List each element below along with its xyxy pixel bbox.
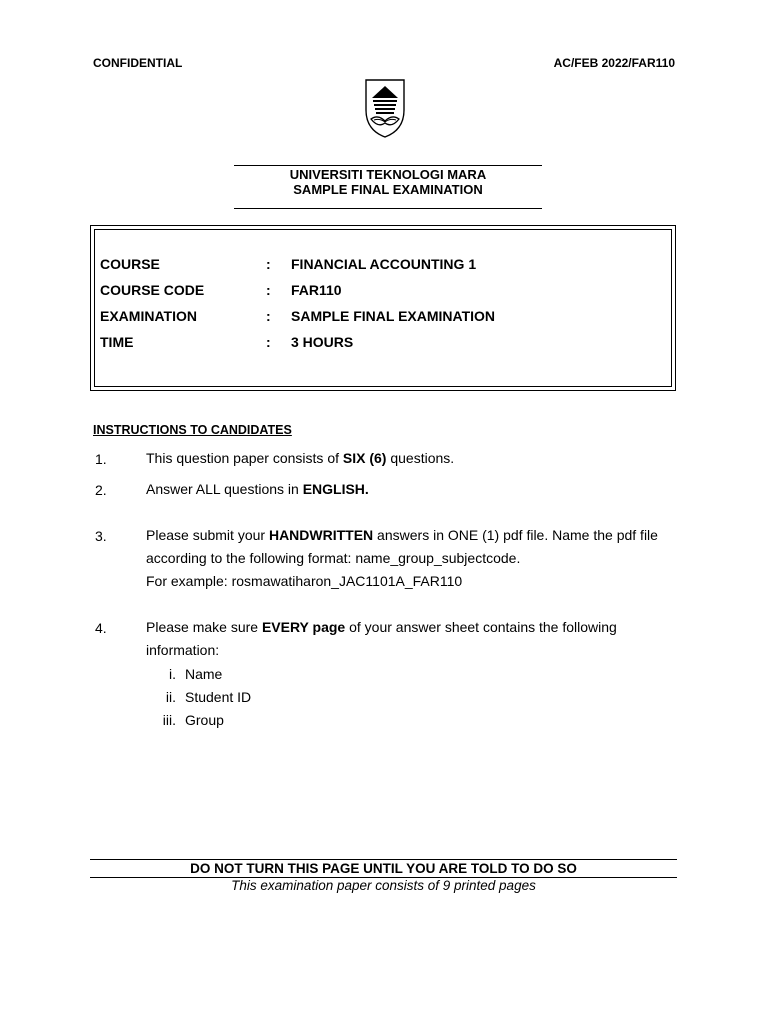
instruction-number: 4. bbox=[95, 620, 107, 636]
instruction-number: 2. bbox=[95, 482, 107, 498]
instruction-text: answers in ONE (1) pdf file. Name the pdf file bbox=[373, 527, 658, 543]
instruction-item bbox=[146, 447, 454, 470]
instruction-number: 3. bbox=[95, 528, 107, 544]
time-sep: : bbox=[266, 334, 271, 350]
subitem-number: i. bbox=[169, 666, 176, 682]
time-label: TIME bbox=[100, 334, 134, 350]
subitem-group: Group bbox=[185, 712, 224, 728]
course-code-label: COURSE CODE bbox=[100, 282, 205, 298]
instruction-text: questions. bbox=[386, 450, 455, 466]
footer-top-rule bbox=[90, 859, 677, 860]
exam-title: SAMPLE FINAL EXAMINATION bbox=[293, 182, 483, 197]
instruction-item bbox=[146, 524, 658, 547]
instruction-number: 1. bbox=[95, 451, 107, 467]
subitem-number: ii. bbox=[165, 689, 176, 705]
instruction-example: For example: rosmawatiharon_JAC1101A_FAR110 bbox=[146, 573, 463, 589]
university-name: UNIVERSITI TEKNOLOGI MARA bbox=[289, 167, 487, 182]
title-top-rule bbox=[234, 165, 542, 166]
course-sep: : bbox=[266, 256, 271, 272]
instruction-emphasis: EVERY page bbox=[261, 619, 346, 635]
instruction-emphasis: SIX (6) bbox=[342, 450, 387, 466]
examination-sep: : bbox=[266, 308, 271, 324]
subitem-student-id: Student ID bbox=[185, 689, 252, 705]
examination-label: EXAMINATION bbox=[100, 308, 197, 324]
page-count-note: This examination paper consists of 9 printed pages bbox=[231, 878, 536, 893]
do-not-turn-warning: DO NOT TURN THIS PAGE UNTIL YOU ARE TOLD TO DO SO bbox=[190, 861, 577, 876]
confidential-label: CONFIDENTIAL bbox=[93, 56, 183, 70]
examination-value: SAMPLE FINAL EXAMINATION bbox=[291, 308, 496, 324]
title-bottom-rule bbox=[234, 208, 542, 209]
instruction-item bbox=[146, 616, 617, 639]
instruction-text: Please submit your bbox=[146, 527, 269, 543]
subitem-name: Name bbox=[185, 666, 223, 682]
instruction-continuation: information: bbox=[146, 642, 220, 658]
time-value: 3 HOURS bbox=[291, 334, 354, 350]
instruction-text: of your answer sheet contains the following bbox=[345, 619, 617, 635]
course-label: COURSE bbox=[100, 256, 160, 272]
instruction-continuation: according to the following format: name_group_subjectcode. bbox=[146, 550, 521, 566]
course-code-sep: : bbox=[266, 282, 271, 298]
uitm-crest-icon bbox=[360, 74, 410, 140]
instruction-text: Answer ALL questions in bbox=[146, 481, 303, 497]
instructions-heading: INSTRUCTIONS TO CANDIDATES bbox=[93, 423, 292, 437]
course-value: FINANCIAL ACCOUNTING 1 bbox=[291, 256, 477, 272]
paper-code: AC/FEB 2022/FAR110 bbox=[553, 56, 675, 70]
instruction-emphasis: HANDWRITTEN bbox=[268, 527, 374, 543]
instruction-text: Please make sure bbox=[146, 619, 262, 635]
instruction-emphasis: ENGLISH. bbox=[302, 481, 369, 497]
subitem-number: iii. bbox=[162, 712, 176, 728]
instruction-item bbox=[146, 478, 369, 501]
instruction-text: This question paper consists of bbox=[146, 450, 343, 466]
course-code-value: FAR110 bbox=[291, 282, 342, 298]
